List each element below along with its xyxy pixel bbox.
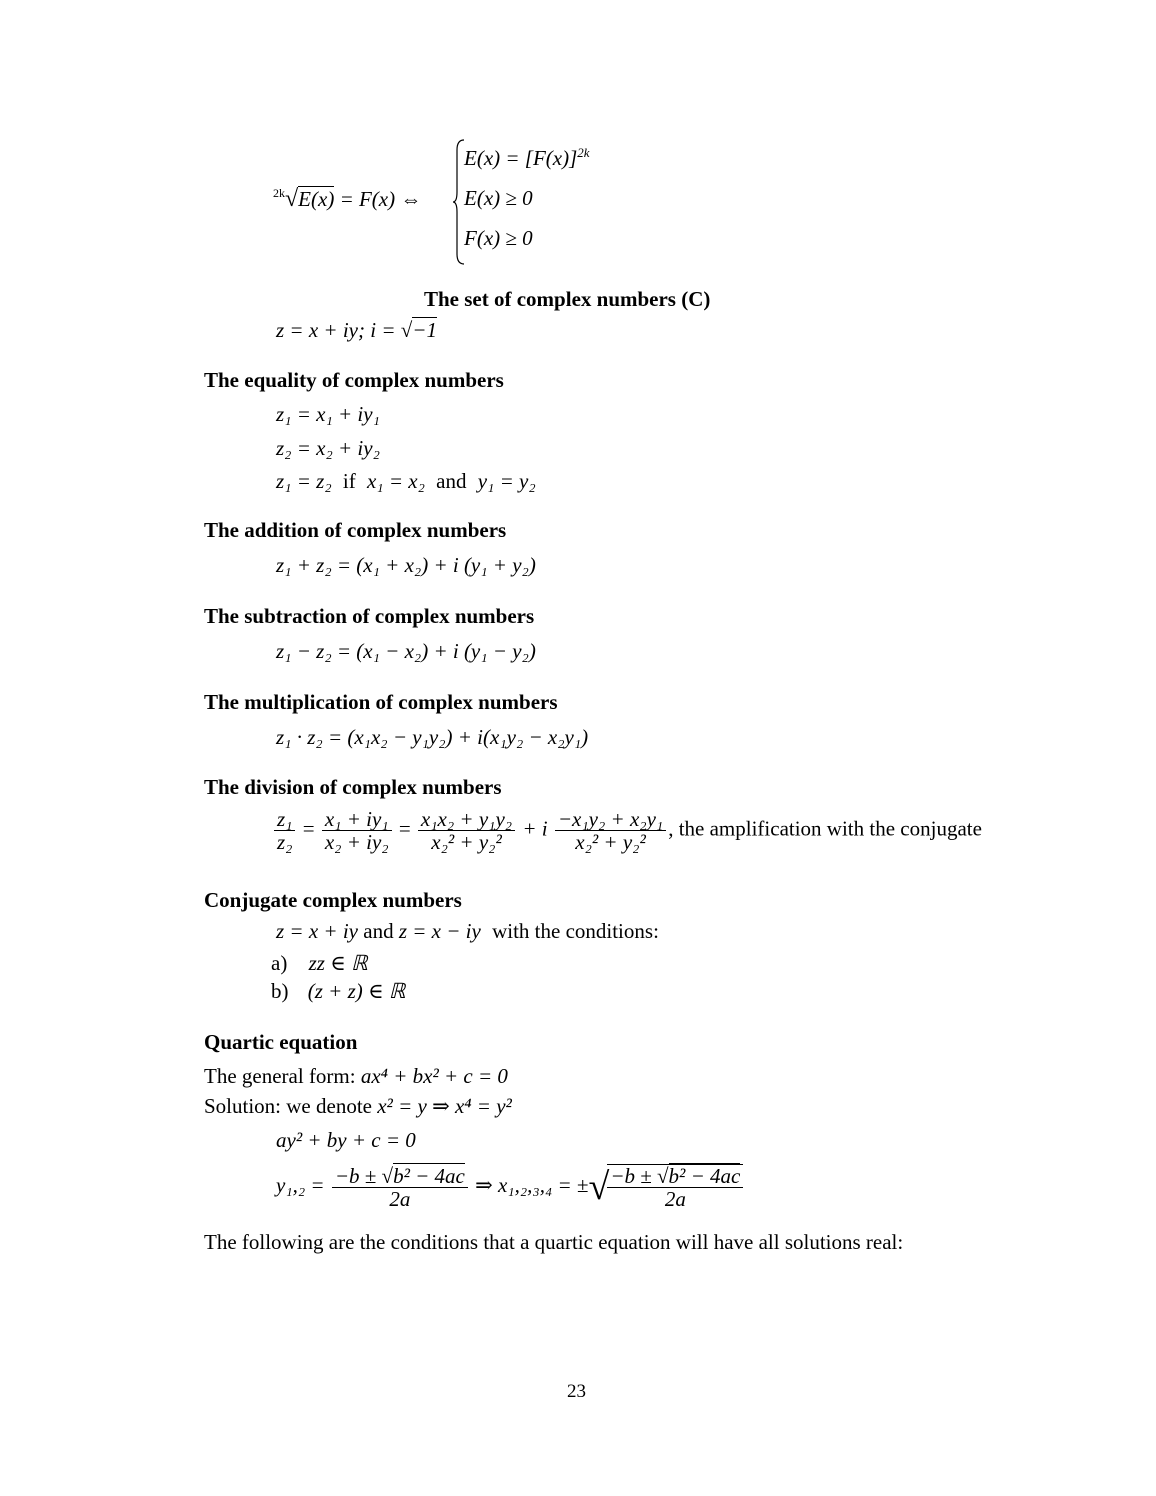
conjugate-item-b: b) (z + z) ∈ ℝ [271, 979, 406, 1003]
quartic-heading: Quartic equation [204, 1030, 358, 1054]
root-index: 2k [273, 186, 285, 200]
addition-heading: The addition of complex numbers [204, 518, 507, 542]
quartic-closing: The following are the conditions that a quartic equation will have all solutions real: [204, 1230, 904, 1254]
division-formula: $\frac{\text{z₁}}{\text{z₂}}$ = $\frac{\text{x₁ + iy₁}}{\text{x₂ + iy₂}}$ = $\frac{\text{x₁x₂ + y₁y₂}}{\text{x₂² + y₂²}}$ + i $\frac{\text{−x₁y₂ + x₂y₁}}{\text{x₂² + y₂²}}$ , the amplification with the conjugate [272, 808, 982, 853]
division-heading: The division of complex numbers [204, 775, 502, 799]
system-cond-3: F(x) ≥ 0 [464, 226, 533, 250]
root-equation: $^{2k}$√E(x) = F(x) ⇔ [273, 186, 422, 212]
complex-set-title: The set of complex numbers (C) [424, 287, 711, 311]
equality-line-3: z₁ = z₂ if x₁ = x₂ and y₁ = y₂ [276, 469, 536, 493]
frac-x-roots: $\frac{\text{−b ± √b² − 4ac}}{2a}$ [607, 1164, 743, 1210]
quartic-general: The general form: ax⁴ + bx² + c = 0 [204, 1064, 508, 1088]
conjugate-z-bar: z = x − iy [398, 919, 481, 943]
system-cond-1: $E(x) = [F(x)]^{2k}$ [464, 145, 590, 170]
equality-line-2: z₂ = x₂ + iy₂ [276, 436, 380, 460]
frac-imag: $\frac{\text{−x₁y₂ + x₂y₁}}{\text{x₂² + y₂²}}$ [555, 808, 666, 853]
page-number: 23 [567, 1381, 586, 1402]
quartic-solution: Solution: we denote x² = y ⇒ x⁴ = y² [204, 1094, 512, 1118]
conjugate-item-a: a) zz ∈ ℝ [271, 951, 368, 975]
multiplication-formula: z₁ · z₂ = (x₁x₂ − y₁y₂) + i(x₁y₂ − x₂y₁) [276, 725, 589, 749]
frac-y-roots: $\frac{\text{−b ± √b² − 4ac}}{2a}$ [332, 1165, 468, 1210]
equality-heading: The equality of complex numbers [204, 368, 504, 392]
quartic-roots: y₁,₂ = $\frac{\text{−b ± √b² − 4ac}}{2a}$ ⇒ x₁,₂,₃,₄ = ±√ $\frac{\text{−b ± √b² − 4ac}}{2a}$ [276, 1164, 745, 1210]
subtraction-formula: z₁ − z₂ = (x₁ − x₂) + i (y₁ − y₂) [276, 639, 536, 663]
root-radicand: E(x) [298, 187, 335, 211]
system-cond-2: E(x) ≥ 0 [464, 186, 533, 210]
frac-real: $\frac{\text{x₁x₂ + y₁y₂}}{\text{x₂² + y₂²}}$ [418, 808, 515, 853]
quartic-reduced: ay² + by + c = 0 [276, 1128, 416, 1152]
addition-formula: z₁ + z₂ = (x₁ + x₂) + i (y₁ + y₂) [276, 553, 536, 577]
multiplication-heading: The multiplication of complex numbers [204, 690, 558, 714]
frac-xy: $\frac{\text{x₁ + iy₁}}{\text{x₂ + iy₂}}$ [322, 808, 392, 853]
equality-line-1: z₁ = x₁ + iy₁ [276, 402, 380, 426]
conjugate-line: z = x + iy and z = x − iy with the conditions: [276, 919, 659, 943]
conjugate-heading: Conjugate complex numbers [204, 888, 462, 912]
subtraction-heading: The subtraction of complex numbers [204, 604, 535, 628]
complex-set-def: z = x + iy; i = √−1 [276, 318, 437, 342]
frac-z: $\frac{\text{z₁}}{\text{z₂}}$ [274, 808, 295, 853]
root-rhs: = F(x) ⇔ [339, 187, 422, 211]
